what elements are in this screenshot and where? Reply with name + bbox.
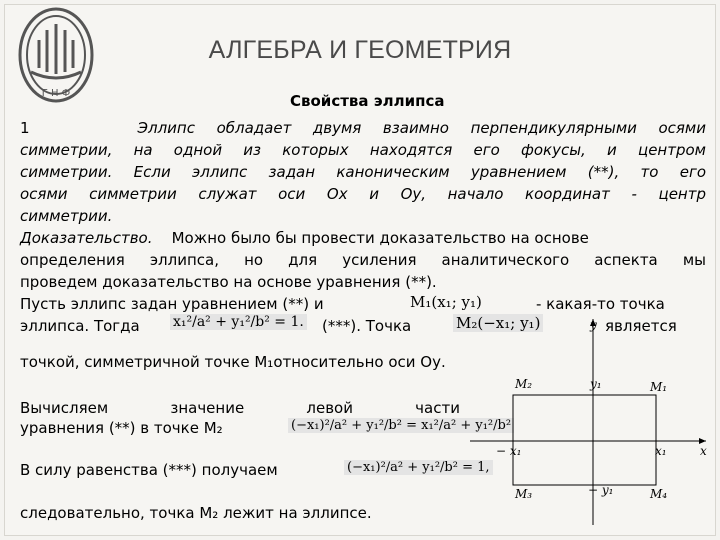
proof-label: Доказательство. xyxy=(20,229,153,247)
label-y-axis: y xyxy=(590,318,597,332)
symmetry-rectangle xyxy=(513,395,656,485)
label-y1: y₁ xyxy=(590,377,602,391)
proof-line7-word2: значение xyxy=(170,399,245,417)
proof-line2: определения эллипса, но для усиления аналитического аспекта мы xyxy=(20,251,706,269)
paragraph1-line1 xyxy=(20,118,706,139)
section-title: Свойства эллипса xyxy=(290,92,445,110)
formula-eval-m2: (−x₁)²/a² + y₁²/b² = x₁²/a² + y₁²/b² xyxy=(288,418,514,433)
proof-line8: уравнения (**) в точке M₂ xyxy=(20,419,223,437)
proof-line6: точкой, симметричной точке M₁относительно оси Оу. xyxy=(20,353,446,371)
proof-line5c: является xyxy=(605,317,677,335)
proof-line3: проведем доказательство на основе уравнения (**). xyxy=(20,273,437,291)
paragraph1-text1: Эллипс обладает двумя взаимно перпендикулярными осями xyxy=(137,119,706,137)
proof-line5a: эллипса. Тогда xyxy=(20,317,140,335)
label-m2: M₂ xyxy=(515,377,533,391)
logo-caption: Г Н Ф xyxy=(41,88,71,99)
proof-line7-word3: левой xyxy=(306,399,353,417)
formula-m2-point: M₂(−x₁; y₁) xyxy=(453,314,543,332)
paragraph1-line3: симметрии. Если эллипс задан каноническим уравнением (**), то его xyxy=(20,163,706,181)
label-neg-y1: − y₁ xyxy=(588,483,614,497)
proof-line10: следовательно, точка M₂ лежит на эллипсе. xyxy=(20,504,372,522)
label-neg-x1: − x₁ xyxy=(496,444,522,458)
paragraph1-line4: осями симметрии служат оси Ох и Оу, начало координат - центр xyxy=(20,185,706,203)
page-title: АЛГЕБРА И ГЕОМЕТРИЯ xyxy=(208,36,512,64)
formula-result: (−x₁)²/a² + y₁²/b² = 1, xyxy=(344,460,493,475)
proof-line7 xyxy=(20,398,460,419)
label-m3: M₃ xyxy=(515,487,533,501)
formula-ellipse-equation: x₁²/a² + y₁²/b² = 1. xyxy=(170,314,307,330)
paragraph1-line2: симметрии, на одной из которых находятся его фокусы, и центром xyxy=(20,141,706,159)
label-x-axis: x xyxy=(700,444,707,458)
proof-line7-word1: Вычисляем xyxy=(20,399,109,417)
proof-line1 xyxy=(20,228,706,249)
proof-line7-word4: части xyxy=(415,399,460,417)
proof-line9: В силу равенства (***) получаем xyxy=(20,461,278,479)
label-x1: x₁ xyxy=(655,444,667,458)
label-m1: M₁ xyxy=(650,380,668,394)
label-m4: M₄ xyxy=(650,487,668,501)
proof-line5b: (***). Точка xyxy=(322,317,412,335)
proof-line4a: Пусть эллипс задан уравнением (**) и xyxy=(20,295,324,313)
paragraph1-line5: симметрии. xyxy=(20,207,113,225)
proof-line1-text: Можно было бы провести доказательство на основе xyxy=(171,229,589,247)
proof-line4b: - какая-то точка xyxy=(536,295,665,313)
formula-m1-point: M₁(x₁; y₁) xyxy=(410,293,482,311)
paragraph-number: 1 xyxy=(20,119,30,137)
